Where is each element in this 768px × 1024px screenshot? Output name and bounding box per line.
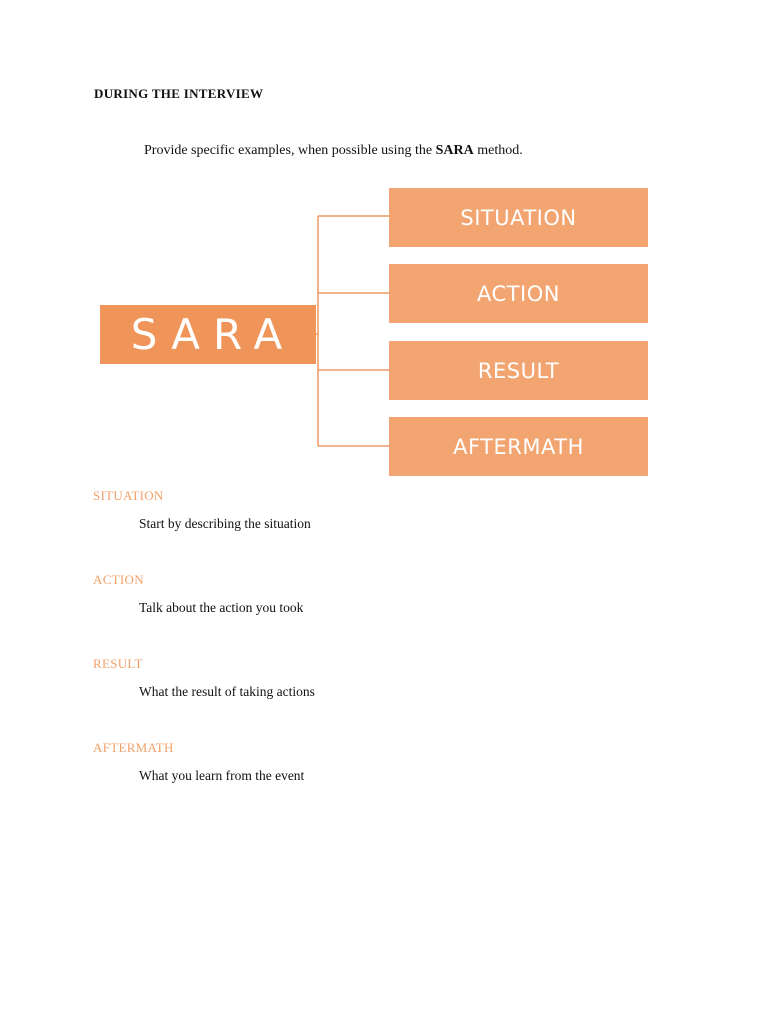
section-text-situation: Start by describing the situation <box>139 516 311 531</box>
section-title-aftermath: AFTERMATH <box>93 740 174 755</box>
section-text-action: Talk about the action you took <box>139 600 304 615</box>
page-heading: DURING THE INTERVIEW <box>94 86 264 101</box>
sara-root-node: SARA <box>100 305 316 364</box>
intro-text-before: Provide specific examples, when possible using the <box>144 143 436 158</box>
diagram-connectors <box>0 0 768 500</box>
node-result: RESULT <box>389 341 648 400</box>
node-action: ACTION <box>389 264 648 323</box>
section-text-aftermath: What you learn from the event <box>139 768 305 783</box>
section-title-result: RESULT <box>93 656 143 671</box>
section-title-action: ACTION <box>93 572 144 587</box>
intro-text-after: method. <box>473 143 523 158</box>
intro-text-bold: SARA <box>435 143 474 158</box>
section-text-result: What the result of taking actions <box>139 684 315 699</box>
sara-diagram <box>0 0 768 500</box>
section-title-situation: SITUATION <box>93 488 164 503</box>
node-situation: SITUATION <box>389 188 648 247</box>
node-aftermath: AFTERMATH <box>389 417 648 476</box>
